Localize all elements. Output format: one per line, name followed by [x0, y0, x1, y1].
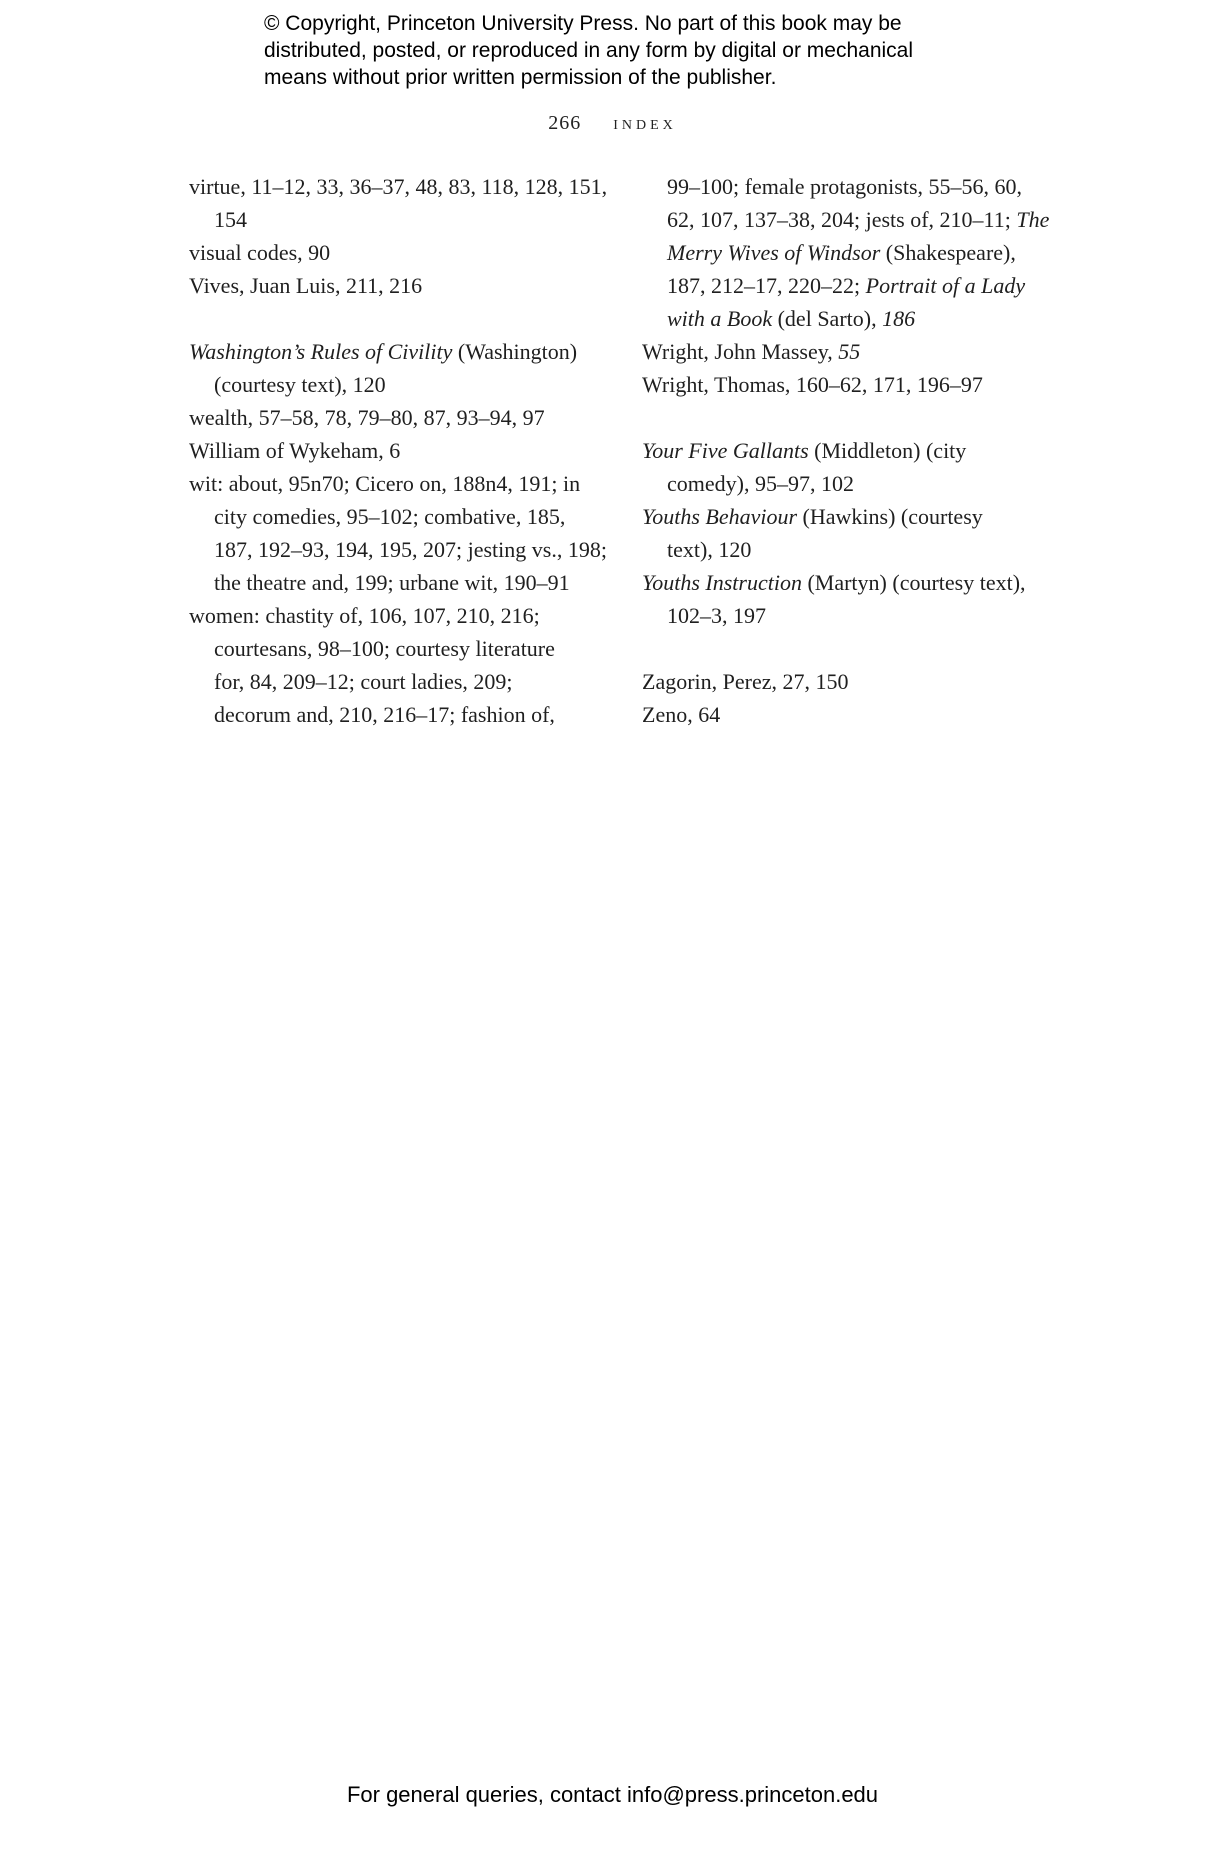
index-entry-continuation [642, 302, 1062, 335]
index-column-left [189, 170, 609, 731]
index-text: wit: about, 95n70; Cicero on, 188n4, 191; in [189, 471, 581, 496]
index-entry-continuation [189, 698, 609, 731]
index-text: decorum and, 210, 216–17; fashion of, [214, 702, 555, 727]
index-title-text: Merry Wives of Windsor [667, 240, 881, 265]
copyright-line: means without prior written permission of the publisher. [264, 66, 777, 89]
index-entry-continuation [189, 368, 609, 401]
index-text: 102–3, 197 [667, 603, 766, 628]
index-title-text: Washington’s Rules of Civility [189, 339, 453, 364]
index-entry-continuation [189, 500, 609, 533]
copyright-notice [264, 10, 1024, 91]
index-entry-continuation [642, 170, 1062, 203]
index-entry-continuation [642, 467, 1062, 500]
index-text: (Martyn) (courtesy text), [801, 570, 1026, 595]
index-entry-continuation [189, 203, 609, 236]
index-text: virtue, 11–12, 33, 36–37, 48, 83, 118, 128, 151, [189, 174, 608, 199]
index-title-text: 186 [882, 306, 916, 331]
index-text: Wright, John Massey, [642, 339, 839, 364]
index-text: visual codes, 90 [189, 240, 331, 265]
index-entry [642, 566, 1062, 599]
index-entry-continuation [642, 236, 1062, 269]
index-column-right [642, 170, 1062, 731]
index-entry [189, 434, 609, 467]
index-entry-continuation [189, 533, 609, 566]
index-text: Zagorin, Perez, 27, 150 [642, 669, 849, 694]
index-text: 187, 212–17, 220–22; [667, 273, 866, 298]
index-text: the theatre and, 199; urbane wit, 190–91 [214, 570, 570, 595]
index-text: 99–100; female protagonists, 55–56, 60, [667, 174, 1023, 199]
index-entry [642, 500, 1062, 533]
entry-gap [189, 302, 609, 335]
index-entry-continuation [642, 203, 1062, 236]
section-title: index [613, 112, 677, 134]
index-title-text: 55 [838, 339, 861, 364]
copyright-line: distributed, posted, or reproduced in any form by digital or mechanical [264, 39, 914, 62]
index-text: text), 120 [667, 537, 752, 562]
index-text: 154 [214, 207, 247, 232]
index-text: Zeno, 64 [642, 702, 721, 727]
index-text: (Shakespeare), [880, 240, 1016, 265]
running-head [0, 112, 1225, 135]
index-entry [189, 170, 609, 203]
index-entry-continuation [642, 269, 1062, 302]
index-text: William of Wykeham, 6 [189, 438, 401, 463]
index-text: (del Sarto), [772, 306, 883, 331]
footer-contact: For general queries, contact info@press.princeton.edu [346, 1782, 879, 1807]
copyright-line: © Copyright, Princeton University Press. No part of this book may be [264, 12, 902, 35]
index-entry [642, 665, 1062, 698]
index-entry-continuation [189, 665, 609, 698]
index-text: women: chastity of, 106, 107, 210, 216; [189, 603, 540, 628]
index-text: Vives, Juan Luis, 211, 216 [189, 273, 423, 298]
index-text: (Hawkins) (courtesy [797, 504, 983, 529]
index-text: (Washington) [452, 339, 578, 364]
index-text: 187, 192–93, 194, 195, 207; jesting vs., 198; [214, 537, 607, 562]
index-entry [189, 269, 609, 302]
index-entry [642, 698, 1062, 731]
index-text: 62, 107, 137–38, 204; jests of, 210–11; [667, 207, 1017, 232]
entry-gap [642, 401, 1062, 434]
index-entry [189, 236, 609, 269]
index-entry [189, 401, 609, 434]
index-entry [189, 335, 609, 368]
index-entry-continuation [642, 599, 1062, 632]
index-title-text: Portrait of a Lady [865, 273, 1026, 298]
index-entry [189, 467, 609, 500]
index-text: (Middleton) (city [808, 438, 967, 463]
index-text: comedy), 95–97, 102 [667, 471, 854, 496]
index-title-text: The [1016, 207, 1050, 232]
index-text: for, 84, 209–12; court ladies, 209; [214, 669, 513, 694]
index-title-text: with a Book [667, 306, 773, 331]
index-entry-continuation [642, 533, 1062, 566]
index-entry [642, 434, 1062, 467]
index-entry [189, 599, 609, 632]
index-text: Wright, Thomas, 160–62, 171, 196–97 [642, 372, 983, 397]
index-title-text: Youths Instruction [642, 570, 802, 595]
index-text: courtesans, 98–100; courtesy literature [214, 636, 555, 661]
page-number: 266 [548, 112, 582, 134]
entry-gap [642, 632, 1062, 665]
index-entry-continuation [189, 566, 609, 599]
index-entry [642, 335, 1062, 368]
index-text: city comedies, 95–102; combative, 185, [214, 504, 566, 529]
index-entry [642, 368, 1062, 401]
index-entry-continuation [189, 632, 609, 665]
index-text: wealth, 57–58, 78, 79–80, 87, 93–94, 97 [189, 405, 545, 430]
index-title-text: Youths Behaviour [642, 504, 798, 529]
index-text: (courtesy text), 120 [214, 372, 386, 397]
index-title-text: Your Five Gallants [642, 438, 809, 463]
